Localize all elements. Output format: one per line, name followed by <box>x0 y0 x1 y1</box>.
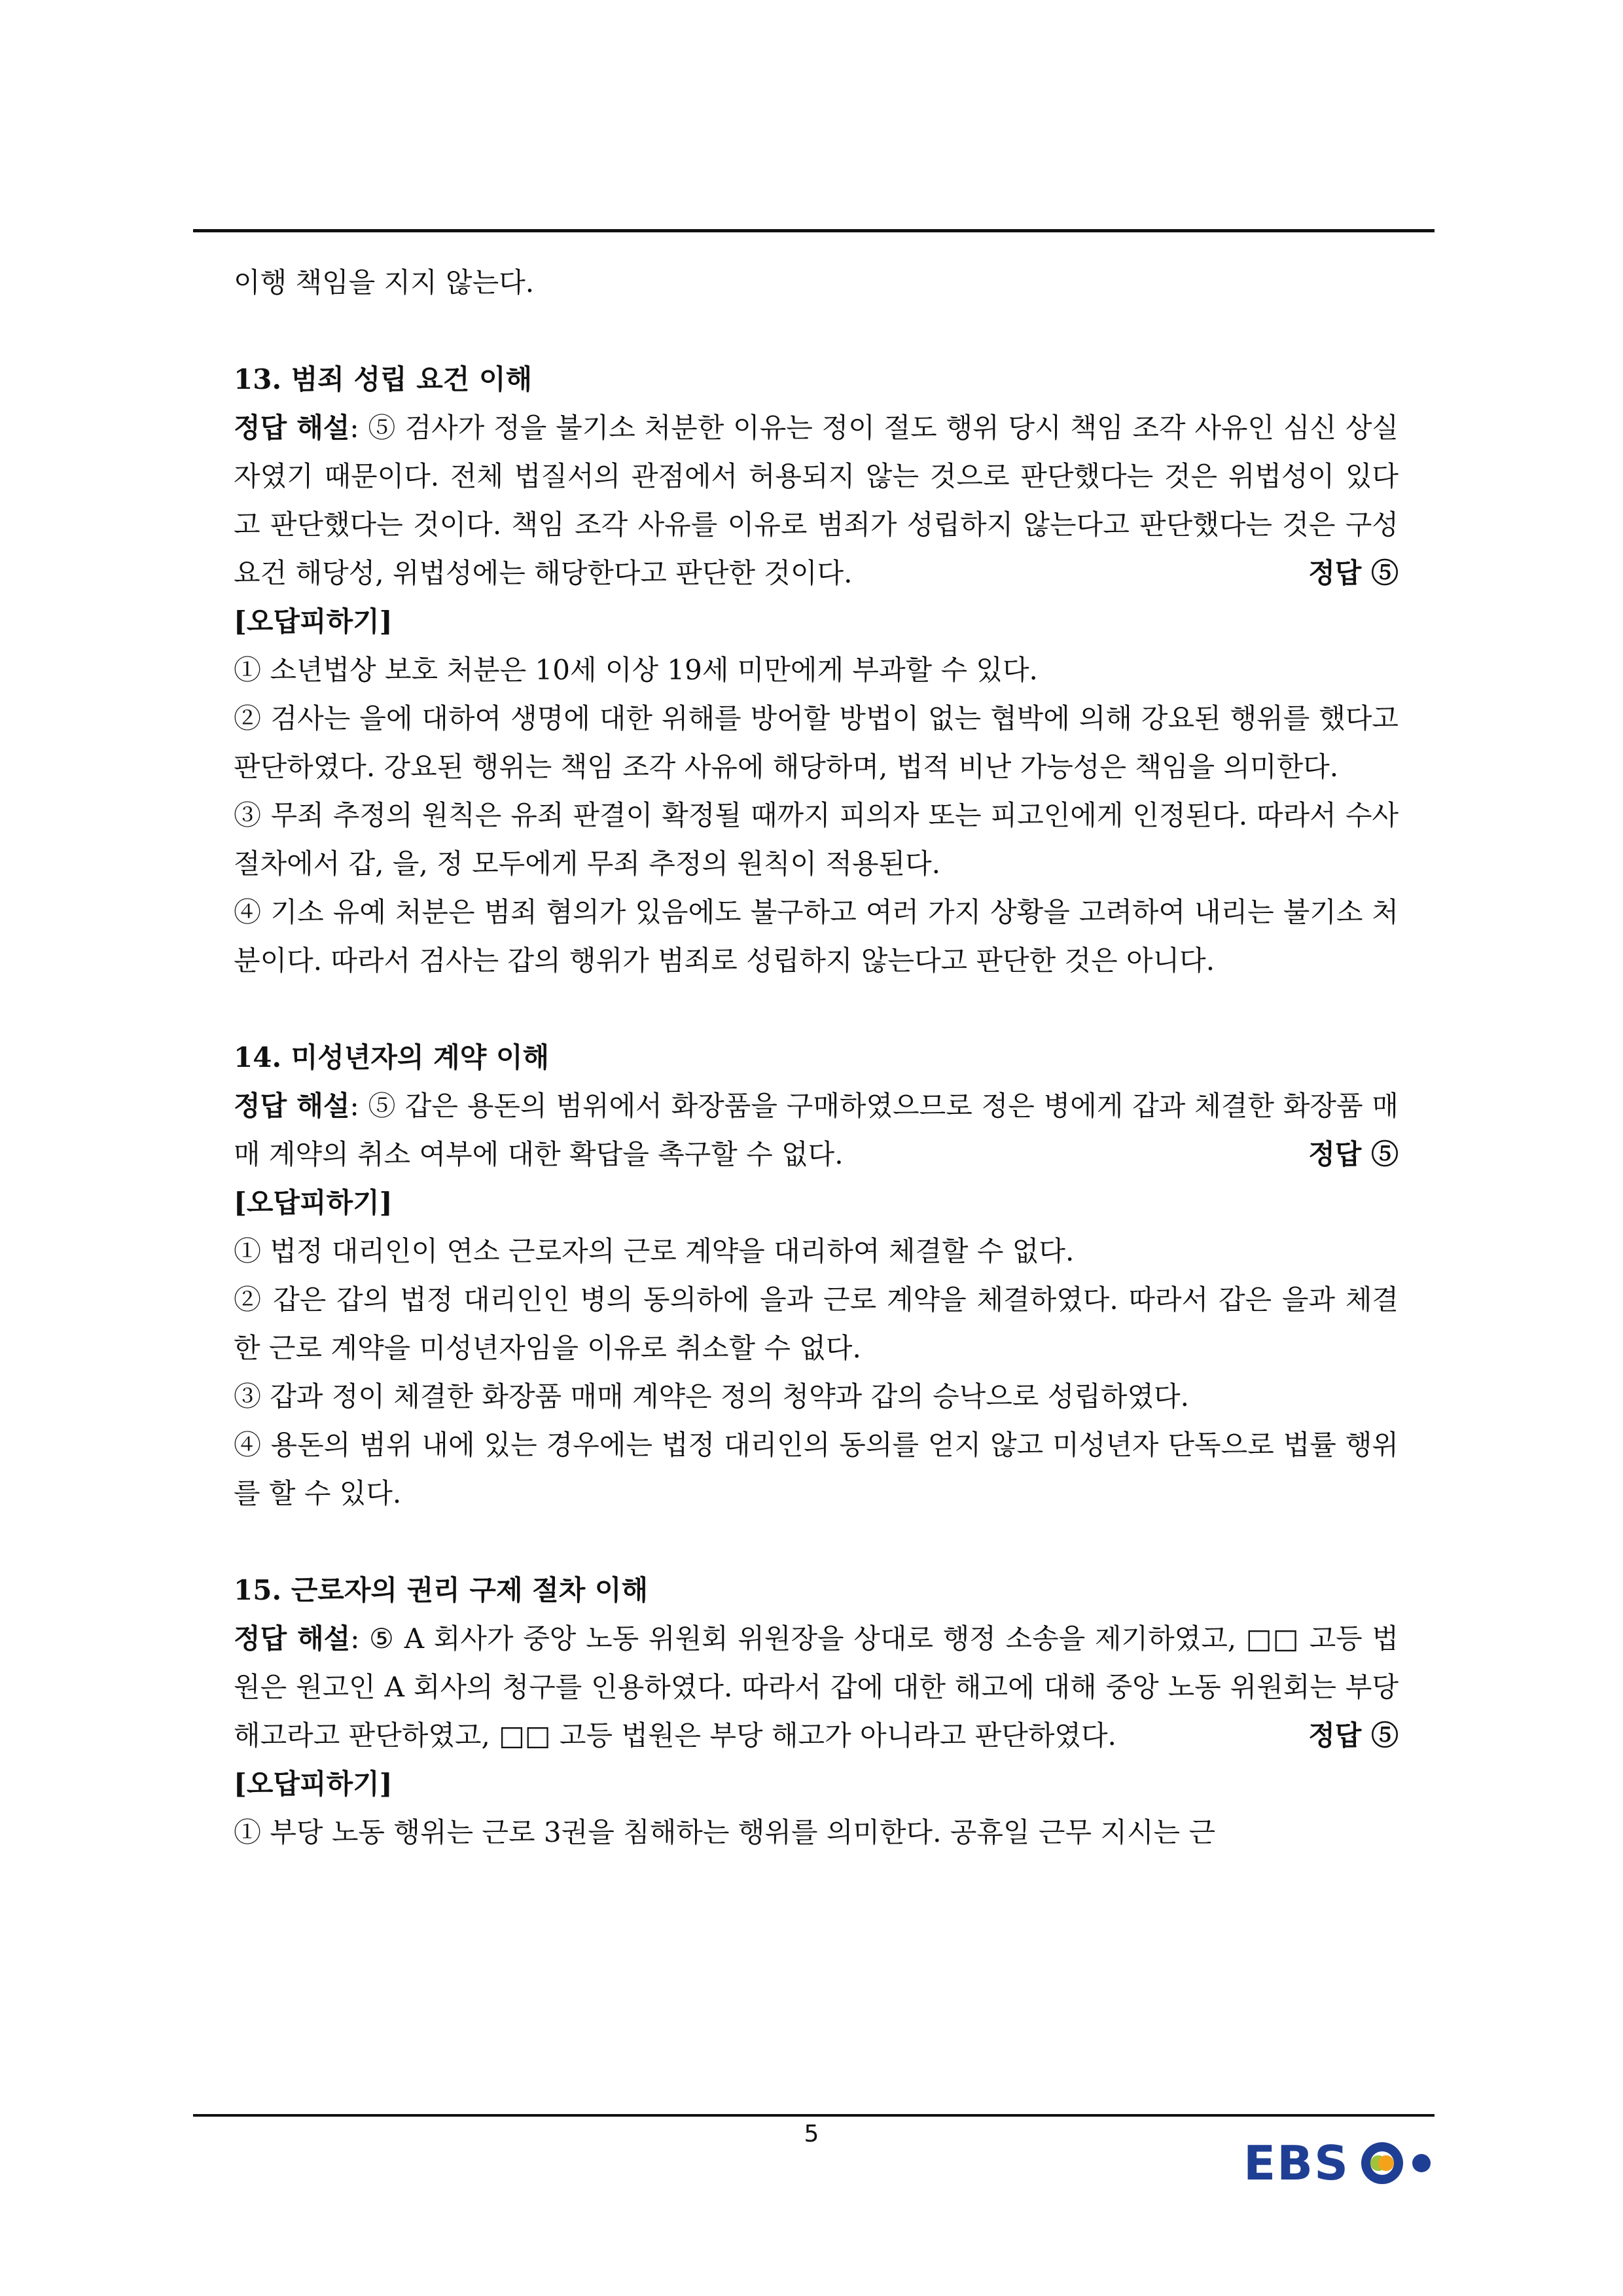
wrong-answer-item: ④ 기소 유예 처분은 범죄 혐의가 있음에도 불구하고 여러 가지 상황을 고려하여 내리는 불기소 처분이다. 따라서 검사는 갑의 행위가 범죄로 성립하지 않는다고 판단한 것은 아니다. <box>234 896 1399 977</box>
explanation-paragraph <box>234 1615 1399 1760</box>
section-13 <box>234 355 1399 985</box>
section-title: 13. 범죄 성립 요건 이해 <box>234 363 533 395</box>
ebs-logo <box>1243 2130 1453 2196</box>
wrong-answer-item: ② 갑은 갑의 법정 대리인인 병의 동의하에 을과 근로 계약을 체결하였다. 따라서 갑은 을과 체결한 근로 계약을 미성년자임을 이유로 취소할 수 없다. <box>234 1283 1399 1364</box>
answer-label: 정답 ⑤ <box>1308 1138 1399 1170</box>
explanation-text: : ⑤ 검사가 정을 불기소 처분한 이유는 정이 절도 행위 당시 책임 조각 사유인 심신 상실자였기 때문이다. 전체 법질서의 관점에서 허용되지 않는 것으로 판단했다는 것은 위법성이 있다고 판단했다는 것이다. 책임 조각 사유를 이유로 범죄가 성립하지 않는다고 판단했다는 것은 구성 요건 해당성, 위법성에는 해당한다고 판단한 것이다. <box>234 412 1399 589</box>
section-15 <box>234 1566 1399 1857</box>
wrong-answer-item: ④ 용돈의 범위 내에 있는 경우에는 법정 대리인의 동의를 얻지 않고 미성년자 단독으로 법률 행위를 할 수 있다. <box>234 1429 1399 1509</box>
explanation-label: 정답 해설 <box>234 1090 350 1122</box>
intro-text: 이행 책임을 지지 않는다. <box>234 266 535 298</box>
ebs-circles-icon <box>1359 2137 1437 2189</box>
wrong-answer-item: ③ 무죄 추정의 원칙은 유죄 판결이 확정될 때까지 피의자 또는 피고인에게 인정된다. 따라서 수사 절차에서 갑, 을, 정 모두에게 무죄 추정의 원칙이 적용된다. <box>234 799 1399 880</box>
explanation-text: : ⑤ 갑은 용돈의 범위에서 화장품을 구매하였으므로 정은 병에게 갑과 체결한 화장품 매매 계약의 취소 여부에 대한 확답을 촉구할 수 없다. <box>234 1090 1399 1170</box>
wrong-answer-item: ② 검사는 을에 대하여 생명에 대한 위해를 방어할 방법이 없는 협박에 의해 강요된 행위를 했다고 판단하였다. 강요된 행위는 책임 조각 사유에 해당하며, 법적 비난 가능성은 책임을 의미한다. <box>234 702 1399 783</box>
wrong-answer-item: ① 법정 대리인이 연소 근로자의 근로 계약을 대리하여 체결할 수 없다. <box>234 1235 1075 1267</box>
explanation-paragraph <box>234 404 1399 598</box>
wrong-answer-label: [오답피하기] <box>234 1187 393 1219</box>
explanation-label: 정답 해설 <box>234 1623 351 1655</box>
wrong-answer-item: ③ 갑과 정이 체결한 화장품 매매 계약은 정의 청약과 갑의 승낙으로 성립하였다. <box>234 1380 1189 1412</box>
page-number: 5 <box>804 2121 819 2147</box>
explanation-label: 정답 해설 <box>234 412 350 444</box>
wrong-answer-label: [오답피하기] <box>234 1768 393 1800</box>
wrong-answer-item: ① 소년법상 보호 처분은 10세 이상 19세 미만에게 부과할 수 있다. <box>234 654 1038 686</box>
answer-label: 정답 ⑤ <box>1308 557 1399 589</box>
logo-text: EBS <box>1243 2136 1349 2191</box>
wrong-answer-item: ① 부당 노동 행위는 근로 3권을 침해하는 행위를 의미한다. 공휴일 근무 지시는 근 <box>234 1816 1216 1848</box>
wrong-answer-label: [오답피하기] <box>234 605 393 637</box>
document-body <box>234 259 1399 1857</box>
explanation-paragraph <box>234 1082 1399 1179</box>
bottom-rule <box>193 2114 1435 2117</box>
section-14 <box>234 1033 1399 1518</box>
answer-label: 정답 ⑤ <box>1308 1719 1399 1751</box>
top-rule <box>193 229 1435 232</box>
section-title: 15. 근로자의 권리 구제 절차 이해 <box>234 1574 649 1606</box>
section-title: 14. 미성년자의 계약 이해 <box>234 1041 550 1073</box>
explanation-text: : ⑤ A 회사가 중앙 노동 위원회 위원장을 상대로 행정 소송을 제기하였고, □□ 고등 법원은 원고인 A 회사의 청구를 인용하였다. 따라서 갑에 대한 해고에 대해 중앙 노동 위원회는 부당 해고라고 판단하였고, □□ 고등 법원은 부당 해고가 아니라고 판단하였다. <box>234 1623 1399 1751</box>
